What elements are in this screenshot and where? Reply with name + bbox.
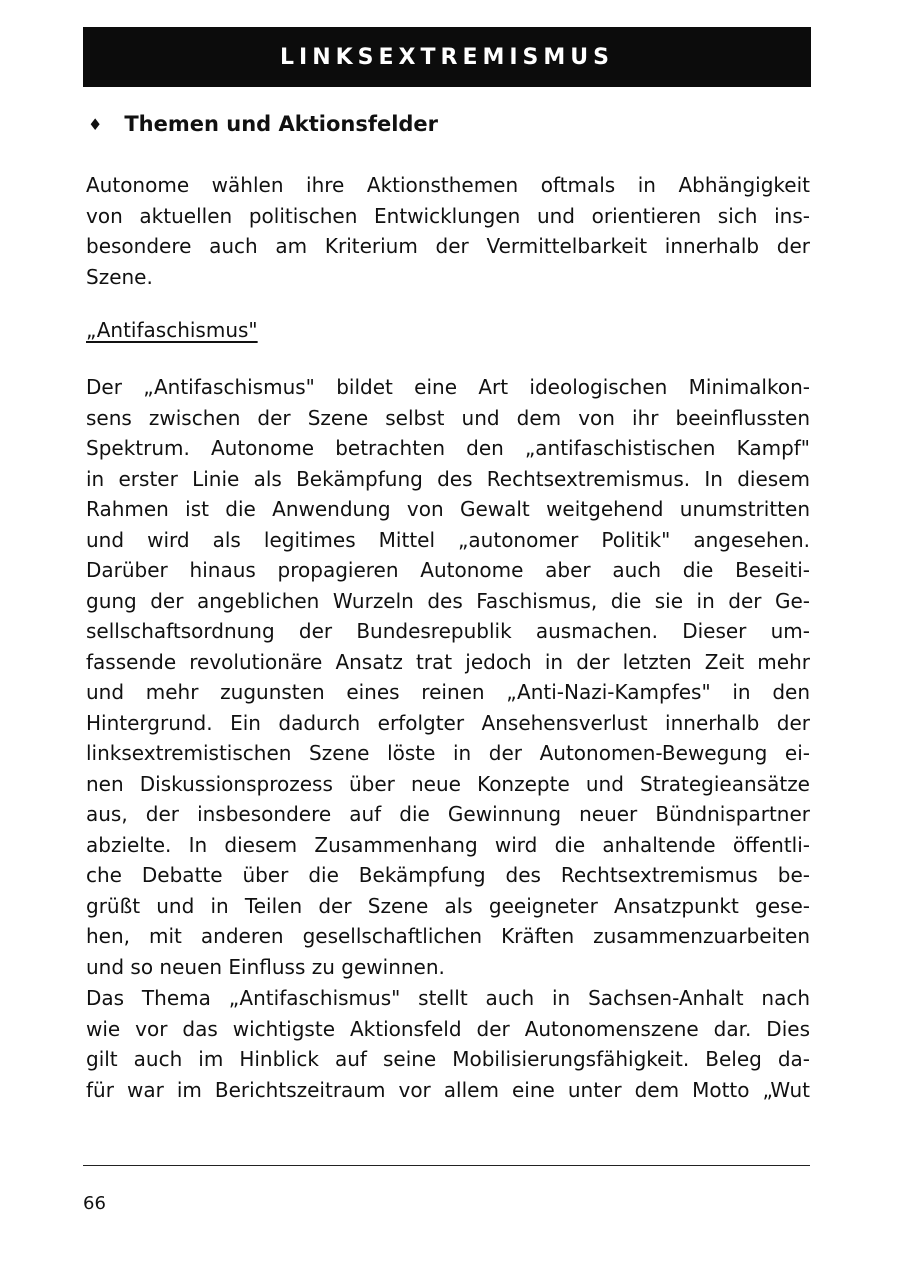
subheading-antifaschismus: „Antifaschismus"	[86, 318, 258, 342]
text-line: wie vor das wichtigste Aktionsfeld der Autonomenszene dar. Dies	[86, 1016, 810, 1041]
text-line: che Debatte über die Bekämpfung des Rechtsextremismus be-	[86, 863, 810, 887]
intro-paragraph	[86, 170, 810, 292]
text-line: Hintergrund. Ein dadurch erfolgter Ansehensverlust innerhalb der	[86, 710, 810, 735]
text-line: Das Thema „Antifaschismus" stellt auch in Sachsen-Anhalt nach	[86, 986, 810, 1010]
closing-paragraph	[86, 983, 810, 1105]
text-line: Rahmen ist die Anwendung von Gewalt weitgehend unumstritten	[86, 497, 810, 521]
text-line: und mehr zugunsten eines reinen „Anti-Nazi-Kampfes" in den	[86, 680, 810, 704]
text-line: Der „Antifaschismus" bildet eine Art ideologischen Minimalkon-	[86, 375, 810, 399]
text-line: gilt auch im Hinblick auf seine Mobilisierungsfähigkeit. Beleg da-	[86, 1047, 810, 1071]
text-line: grüßt und in Teilen der Szene als geeigneter Ansatzpunkt gese-	[86, 893, 810, 918]
text-line: nen Diskussionsprozess über neue Konzepte und Strategieansätze	[86, 771, 810, 796]
text-line: Darüber hinaus propagieren Autonome aber auch die Beseiti-	[86, 558, 810, 582]
section-heading-text: Themen und Aktionsfelder	[124, 112, 439, 136]
text-line: abzielte. In diesem Zusammenhang wird die anhaltende öffentli-	[86, 832, 810, 857]
text-line: sens zwischen der Szene selbst und dem von ihr beeinflussten	[86, 405, 810, 430]
page-number: 66	[83, 1193, 106, 1214]
diamond-bullet-icon: ♦	[88, 114, 103, 134]
text-line: für war im Berichtszeitraum vor allem eine unter dem Motto „Wut	[86, 1077, 810, 1102]
chapter-header-bar	[83, 27, 811, 87]
text-line: gung der angeblichen Wurzeln des Faschismus, die sie in der Ge-	[86, 588, 810, 613]
text-line: besondere auch am Kriterium der Vermittelbarkeit innerhalb der	[86, 234, 810, 258]
chapter-title: LINKSEXTREMISMUS	[280, 44, 614, 70]
text-line: hen, mit anderen gesellschaftlichen Kräften zusammenzuarbeiten	[86, 924, 810, 948]
text-line: Szene.	[86, 264, 153, 289]
text-line: und so neuen Einfluss zu gewinnen.	[86, 954, 445, 979]
text-line: und wird als legitimes Mittel „autonomer Politik" angesehen.	[86, 527, 810, 552]
text-line: aus, der insbesondere auf die Gewinnung neuer Bündnispartner	[86, 802, 810, 826]
footer-divider	[83, 1165, 810, 1166]
body-paragraph	[86, 372, 810, 982]
text-line: fassende revolutionäre Ansatz trat jedoch in der letzten Zeit mehr	[86, 649, 810, 674]
text-line: linksextremistischen Szene löste in der Autonomen-Bewegung ei-	[86, 741, 810, 765]
section-heading	[88, 112, 438, 136]
text-line: von aktuellen politischen Entwicklungen und orientieren sich ins-	[86, 203, 810, 228]
text-line: Autonome wählen ihre Aktionsthemen oftmals in Abhängigkeit	[86, 173, 810, 197]
text-line: in erster Linie als Bekämpfung des Rechtsextremismus. In diesem	[86, 466, 810, 491]
text-line: Spektrum. Autonome betrachten den „antifaschistischen Kampf"	[86, 436, 810, 460]
text-line: sellschaftsordnung der Bundesrepublik ausmachen. Dieser um-	[86, 619, 810, 643]
